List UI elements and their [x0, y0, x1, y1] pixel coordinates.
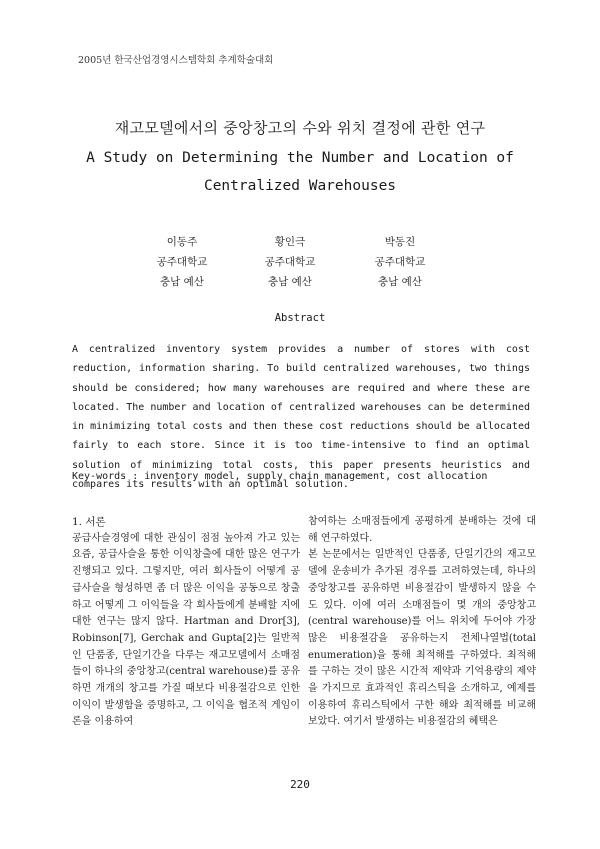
section-title: 1. 서론 — [72, 516, 106, 528]
abstract-body: A centralized inventory system provides a number of stores with cost reduction, information sharing. To build centralized warehouses, two things should be considered; how many warehouses are required and where these are located. The number and location of centralized warehouses can be determined in minimizing total costs and then these cost reductions should be allocated fairly to each store. Since it is too time-intensive to find an optimal solution of minimizing total costs, this paper presents heuristics and compares its results with an optimal solution. — [72, 344, 530, 491]
author-location: 충남 예산 — [160, 276, 204, 288]
conference-header: 2005년 한국산업경영시스템학회 추계학술대회 — [78, 55, 274, 66]
author-name: 박동진 — [384, 236, 416, 248]
title-korean: 재고모델에서의 중앙창고의 수와 위치 결정에 관한 연구 — [114, 119, 486, 137]
body-paragraph: 참여하는 소매점들에게 공평하게 분배하는 것에 대해 연구하였다. — [308, 516, 536, 544]
keywords: Key-words : inventory model, supply chain management, cost allocation — [72, 471, 488, 482]
body-paragraph: 본 논문에서는 일반적인 단품종, 단일기간의 재고모델에 운송비가 추가된 경우를 고려하였는데, 하나의 중앙창고를 공유하면 비용절감이 발생하지 않을 수도 있다. 이에 여러 소매점들이 몇 개의 중앙창고(central warehouse)를 어느 위치에 두어야 가장 많은 비용절감을 공유하는지 전체나열법(total enumeration)을 통해 최적해를 구하였다. 최적해를 구하는 것이 많은 시간적 제약과 기억용량의 제약을 가지므로 효과적인 휴리스틱을 소개하고, 예제를 이용하여 휴리스틱에서 구한 해와 최적해를 비교해 보았다. 여기서 발생하는 비용절감의 혜택은 — [308, 549, 536, 728]
body-paragraph: 공급사슬경영에 대한 관심이 점점 높아져 가고 있는 요즘, 공급사슬을 통한 이익창출에 대한 많은 연구가 진행되고 있다. 그렇지만, 여러 회사들이 어떻게 공급사슬을 형성하면 좀 더 많은 이익을 공동으로 창출하고 어떻게 그 이익들을 각 회사들에게 분배할 지에 대한 연구는 많지 않다. Hartman and Dror[3], Robinson[7], Gerchak and Gupta[2]는 일반적인 단품종, 단일기간을 다루는 재고모델에서 소매점들이 하나의 중앙창고(central warehouse)를 공유하면 개개의 창고를 가질 때보다 비용절감으로 인한 이익이 발생함을 증명하고, 그 이익을 협조적 게임이론을 이용하여 — [72, 532, 300, 728]
author-affiliation: 공주대학교 — [374, 256, 426, 268]
title-english: A Study on Determining the Number and Location of Centralized Warehouses — [86, 150, 514, 194]
author-affiliation: 공주대학교 — [156, 256, 208, 268]
author-2 — [230, 232, 350, 292]
author-name: 황인극 — [274, 236, 306, 248]
author-affiliation: 공주대학교 — [264, 256, 316, 268]
author-location: 충남 예산 — [378, 276, 422, 288]
author-location: 충남 예산 — [268, 276, 312, 288]
author-name: 이동주 — [166, 236, 198, 248]
author-3 — [340, 232, 460, 292]
page-number: 220 — [290, 778, 310, 791]
body-column-left — [72, 514, 300, 731]
body-column-right — [308, 514, 536, 731]
abstract-heading: Abstract — [274, 312, 326, 324]
author-1 — [122, 232, 242, 292]
